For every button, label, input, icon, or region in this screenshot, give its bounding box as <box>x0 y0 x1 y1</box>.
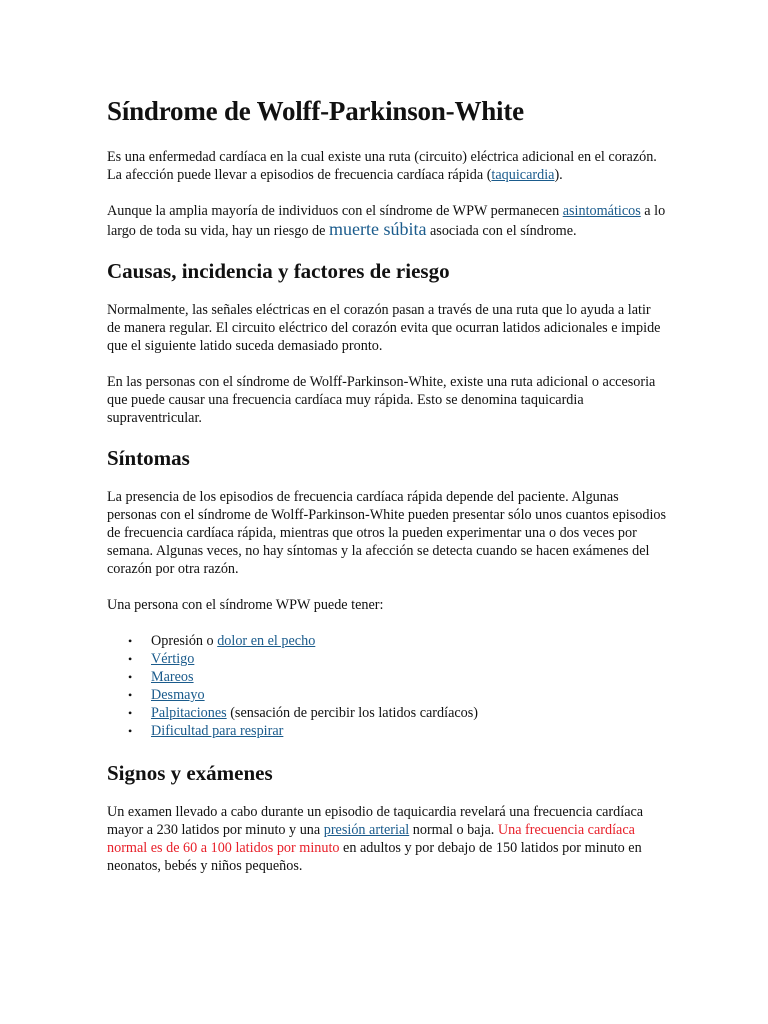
text-run: Opresión o <box>151 633 218 649</box>
section-heading-causas: Causas, incidencia y factores de riesgo <box>107 259 450 283</box>
bullet-icon: • <box>128 688 133 702</box>
bullet-icon: • <box>128 706 133 720</box>
document-page <box>107 94 667 893</box>
section-heading-sintomas: Síntomas <box>107 446 190 470</box>
text-run: Aunque la amplia mayoría de individuos con el síndrome de WPW permanecen <box>107 203 563 219</box>
causes-paragraph-2: En las personas con el síndrome de Wolff-Parkinson-White, existe una ruta adicional o accesoria que puede causar una frecuencia cardíaca muy rápida. Esto se denomina taquicardia supraventricular. <box>107 374 656 426</box>
intro-paragraph-1 <box>107 148 667 184</box>
text-run: Un examen llevado a cabo durante un episodio de taquicardia revelará una frecuencia cardíaca mayor a 230 latidos por minuto y una <box>107 804 644 838</box>
symptoms-paragraph-2: Una persona con el síndrome WPW puede tener: <box>107 597 384 613</box>
link-muerte-subita[interactable]: muerte súbita <box>328 219 427 239</box>
text-run: (sensación de percibir los latidos cardíacos) <box>226 705 478 721</box>
link-dolor-en-el-pecho[interactable]: dolor en el pecho <box>217 633 316 649</box>
section-heading-signos: Signos y exámenes <box>107 761 273 785</box>
bullet-icon: • <box>128 652 133 666</box>
list-item <box>128 650 667 668</box>
text-run: Es una enfermedad cardíaca en la cual existe una ruta (circuito) eléctrica adicional en el corazón. La afección puede llevar a episodios de frecuencia cardíaca rápida ( <box>107 149 657 183</box>
text-run: ). <box>554 167 563 183</box>
symptoms-list <box>107 632 667 740</box>
list-item <box>128 722 667 740</box>
link-dificultad-para-respirar[interactable]: Dificultad para respirar <box>151 723 284 739</box>
link-palpitaciones[interactable]: Palpitaciones <box>151 705 227 721</box>
list-item <box>128 704 667 722</box>
bullet-icon: • <box>128 634 133 648</box>
link-taquicardia[interactable]: taquicardia <box>491 167 555 183</box>
link-vertigo[interactable]: Vértigo <box>151 651 195 667</box>
intro-paragraph-2 <box>107 202 667 240</box>
list-item <box>128 686 667 704</box>
text-run: a lo largo de toda su vida, hay un riesgo de <box>107 203 666 239</box>
link-desmayo[interactable]: Desmayo <box>151 687 205 703</box>
signs-paragraph-1 <box>107 803 667 875</box>
link-mareos[interactable]: Mareos <box>151 669 194 685</box>
text-run: normal o baja. <box>409 822 498 838</box>
text-run: asociada con el síndrome. <box>426 223 577 239</box>
symptoms-paragraph-1: La presencia de los episodios de frecuencia cardíaca rápida depende del paciente. Algunas personas con el síndrome de Wolff-Parkinson-White pueden presentar sólo unos cuantos episodios de frecuencia cardíaca rápida, mientras que otros la pueden experimentar una o dos veces por semana. Algunas veces, no hay síntomas y la afección se detecta cuando se hacen exámenes del corazón por otra razón. <box>107 489 667 577</box>
list-item <box>128 632 667 650</box>
causes-paragraph-1: Normalmente, las señales eléctricas en el corazón pasan a través de una ruta que lo ayuda a latir de manera regular. El circuito eléctrico del corazón evita que ocurran latidos adicionales e impide que el siguiente latido suceda demasiado pronto. <box>107 302 661 354</box>
link-presion-arterial[interactable]: presión arterial <box>323 822 410 838</box>
link-asintomaticos[interactable]: asintomáticos <box>562 203 641 219</box>
page-title: Síndrome de Wolff-Parkinson-White <box>107 96 524 126</box>
bullet-icon: • <box>128 724 133 738</box>
bullet-icon: • <box>128 670 133 684</box>
list-item <box>128 668 667 686</box>
highlighted-red-text: Una frecuencia cardíaca normal es de 60 a 100 latidos por minuto <box>107 822 635 856</box>
text-run: en adultos y por debajo de 150 latidos por minuto en neonatos, bebés y niños pequeños. <box>107 840 642 874</box>
